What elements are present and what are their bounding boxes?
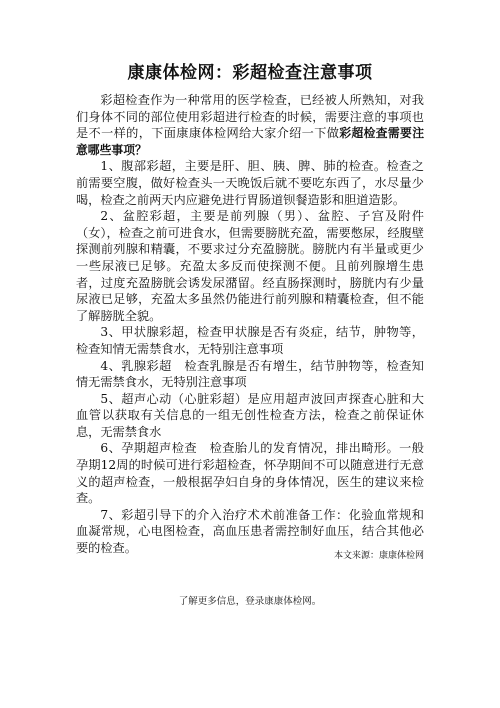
intro-paragraph [76,92,424,158]
article-body [76,92,424,557]
intro-highlight: 彩超检查需要注意哪些事项？ [76,126,424,157]
paragraph-interventional-ultrasound: 7、彩超引导下的介入治疗术术前准备工作：化验血常规和血凝常规，心电图检查，高血压患者需控制好血压，结合其他必要的检查。 [76,507,424,556]
paragraph-thyroid-ultrasound: 3、甲状腺彩超，检查甲状腺是否有炎症，结节，肿物等，检查知情无需禁食水，无特别注意事项 [76,325,424,356]
paragraph-pregnancy-ultrasound: 6、孕期超声检查 检查胎儿的发育情况，排出畸形。一般孕期12周的时候可进行彩超检查，怀孕期间不可以随意进行无意义的超声检查，一般根据孕妇自身的身体情况，医生的建议来检查。 [76,441,424,506]
paragraph-abdominal-ultrasound: 1、腹部彩超，主要是肝、胆、胰、脾、肺的检查。检查之前需要空腹，做好检查头一天晚饭后就不要吃东西了，水尽量少喝，检查之前两天内应避免进行胃肠道钡餐造影和胆道造影。 [76,159,424,207]
paragraph-pelvic-ultrasound: 2、盆腔彩超，主要是前列腺（男）、盆腔、子宫及附件（女），检查之前可进食水，但需要膀胱充盈，需要憋尿，经腹壁探测前列腺和精囊，不要求过分充盈膀胱。膀胱内有半量或更少一些尿液已足够。充盈太多反而使探测不便。且前列腺增生患者，过度充盈膀胱会诱发尿潴留。经直肠探测时，膀胱内有少量尿液已足够，充盈太多虽然仍能进行前列腺和精囊检查，但不能了解膀胱全貌。 [76,209,424,323]
source-note: 本文来源：康康体检网 [333,551,424,561]
footer-note: 了解更多信息，登录康康体检网。 [178,596,322,607]
page-title: 康康体检网：彩超检查注意事项 [127,63,373,83]
paragraph-echocardiography: 5、超声心动（心脏彩超）是应用超声波回声探查心脏和大血管以获取有关信息的一组无创性检查方法，检查之前保证休息，无需禁食水 [76,391,424,439]
paragraph-breast-ultrasound: 4、乳腺彩超 检查乳腺是否有增生，结节肿物等，检查知情无需禁食水，无特别注意事项 [76,358,424,390]
intro-text: 彩超检查作为一种常用的医学检查，已经被人所熟知，对我们身体不同的部位使用彩超进行检查的时候，需要注意的事项也是不一样的，下面康康体检网给大家介绍一下做 [76,93,424,141]
